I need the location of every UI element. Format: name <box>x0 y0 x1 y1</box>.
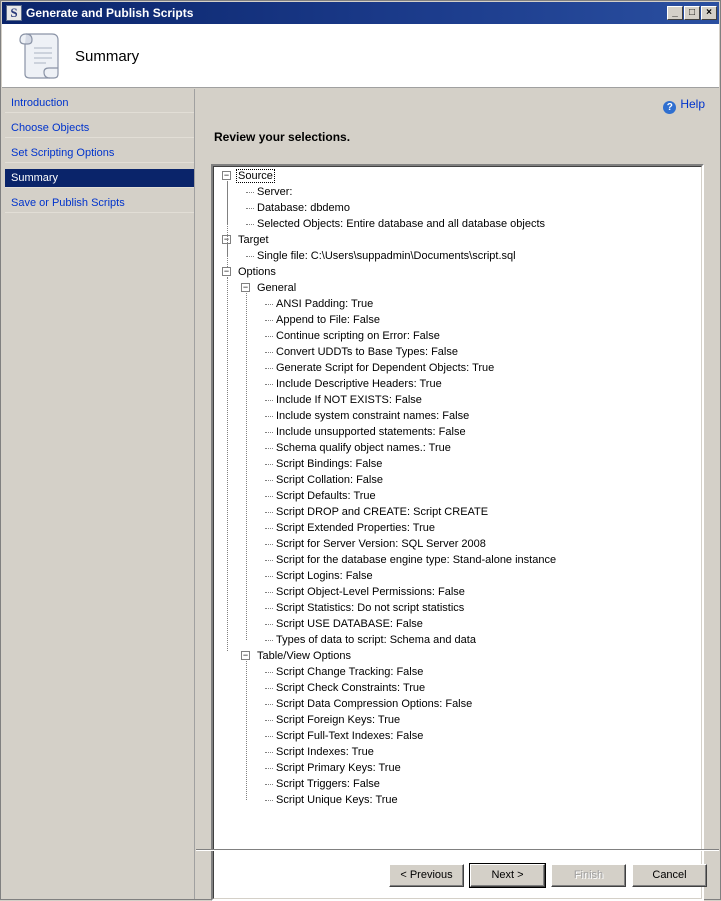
tree-connector <box>246 224 254 225</box>
tree-connector <box>265 448 273 449</box>
tree-node-label: Database: dbdemo <box>257 202 350 214</box>
tree-node-label: Schema qualify object names.: True <box>276 442 451 454</box>
tree-connector <box>265 784 273 785</box>
tree-node-label: Source <box>238 170 273 182</box>
tree-connector <box>265 736 273 737</box>
finish-button[interactable]: Finish <box>551 864 626 887</box>
tree-connector <box>265 720 273 721</box>
tree-node-target[interactable] <box>238 232 269 248</box>
tree-node-label: Types of data to script: Schema and data <box>276 634 476 646</box>
tree-node-label: Server: <box>257 186 293 198</box>
tree-node-label: Script Foreign Keys: True <box>276 714 401 726</box>
tree-connector <box>265 480 273 481</box>
tree-connector <box>265 384 273 385</box>
tree-leaf[interactable] <box>257 200 350 216</box>
tree-connector <box>265 592 273 593</box>
tree-node-label: Include unsupported statements: False <box>276 426 466 438</box>
tree-node-label: Selected Objects: Entire database and all database objects <box>257 218 546 230</box>
tree-leaf[interactable] <box>276 760 401 776</box>
tree-leaf[interactable] <box>276 600 464 616</box>
tree-node-label: Script Change Tracking: False <box>276 666 424 678</box>
tree-node-label: Script for the database engine type: Stand-alone instance <box>276 554 557 566</box>
tree-leaf[interactable] <box>257 216 545 232</box>
tree-connector <box>227 181 228 267</box>
tree-connector <box>265 704 273 705</box>
scroll-icon: S <box>6 5 22 21</box>
sidebar-item-introduction[interactable]: Introduction <box>5 94 194 113</box>
wizard-main <box>196 89 719 899</box>
tree-node-label: Options <box>238 266 276 278</box>
sidebar-item-set-scripting-options[interactable]: Set Scripting Options <box>5 144 194 163</box>
tree-leaf[interactable] <box>276 344 458 360</box>
tree-connector <box>265 304 273 305</box>
tree-node-label: Table/View Options <box>257 650 351 662</box>
tree-leaf[interactable] <box>276 616 423 632</box>
close-button[interactable]: × <box>701 6 717 20</box>
tree-node-label: Include Descriptive Headers: True <box>276 378 442 390</box>
tree-leaf[interactable] <box>276 776 380 792</box>
collapse-icon[interactable]: − <box>223 266 230 276</box>
tree-leaf[interactable] <box>276 712 400 728</box>
tree-node-tableview[interactable] <box>257 648 351 664</box>
help-icon: ? <box>663 101 676 114</box>
tree-leaf[interactable] <box>257 248 516 264</box>
page-title: Summary <box>75 48 140 65</box>
tree-node-label: Generate Script for Dependent Objects: True <box>276 362 495 374</box>
tree-node-label: Script Statistics: Do not script statistics <box>276 602 465 614</box>
help-label: Help <box>680 97 705 111</box>
tree-connector <box>265 560 273 561</box>
tree-leaf[interactable] <box>276 328 440 344</box>
tree-leaf[interactable] <box>276 728 423 744</box>
sidebar-item-save-or-publish[interactable]: Save or Publish Scripts <box>5 194 194 213</box>
tree-connector <box>265 432 273 433</box>
tree-leaf[interactable] <box>276 568 373 584</box>
tree-node-source[interactable] <box>238 168 275 184</box>
tree-node-label: Script Logins: False <box>276 570 373 582</box>
tree-node-label: Include system constraint names: False <box>276 410 470 422</box>
tree-connector <box>246 661 247 800</box>
tree-node-label: Script Bindings: False <box>276 458 383 470</box>
tree-connector <box>265 768 273 769</box>
tree-leaf[interactable] <box>276 488 376 504</box>
tree-leaf[interactable] <box>276 664 423 680</box>
tree-leaf[interactable] <box>276 520 435 536</box>
tree-connector <box>265 672 273 673</box>
tree-node-label: Script Full-Text Indexes: False <box>276 730 424 742</box>
review-label: Review your selections. <box>214 130 351 144</box>
tree-connector <box>246 256 254 257</box>
tree-connector <box>246 293 247 640</box>
tree-connector <box>265 688 273 689</box>
tree-leaf[interactable] <box>276 680 425 696</box>
tree-leaf[interactable] <box>276 792 398 808</box>
collapse-icon[interactable]: − <box>223 234 230 244</box>
tree-connector <box>265 640 273 641</box>
tree-leaf[interactable] <box>276 424 466 440</box>
cancel-button[interactable]: Cancel <box>632 864 707 887</box>
tree-connector <box>265 368 273 369</box>
tree-leaf[interactable] <box>276 456 382 472</box>
tree-connector <box>265 416 273 417</box>
tree-node-label: Convert UDDTs to Base Types: False <box>276 346 458 358</box>
tree-leaf[interactable] <box>276 392 422 408</box>
tree-node-label: Include If NOT EXISTS: False <box>276 394 422 406</box>
tree-leaf[interactable] <box>276 504 488 520</box>
tree-node-label: Target <box>238 234 269 246</box>
tree-node-general[interactable] <box>257 280 296 296</box>
help-link[interactable] <box>663 97 705 114</box>
tree-connector <box>265 464 273 465</box>
tree-node-label: Script for Server Version: SQL Server 2008 <box>276 538 486 550</box>
tree-node-label: Script Unique Keys: True <box>276 794 398 806</box>
tree-leaf[interactable] <box>276 584 465 600</box>
next-button[interactable]: Next > <box>470 864 545 887</box>
sidebar-item-summary[interactable]: Summary <box>5 169 194 188</box>
tree-leaf[interactable] <box>257 184 292 200</box>
tree-node-label: Script Defaults: True <box>276 490 376 502</box>
tree-connector <box>265 752 273 753</box>
maximize-button[interactable]: □ <box>684 6 700 20</box>
tree-connector <box>265 800 273 801</box>
tree-leaf[interactable] <box>276 360 494 376</box>
summary-tree[interactable] <box>211 164 704 901</box>
wizard-header <box>2 24 719 88</box>
tree-leaf[interactable] <box>276 472 383 488</box>
tree-node-label: General <box>257 282 297 294</box>
tree-connector <box>265 608 273 609</box>
tree-leaf[interactable] <box>276 552 556 568</box>
tree-node-label: Script Extended Properties: True <box>276 522 435 534</box>
tree-connector <box>246 192 254 193</box>
tree-node-label: Continue scripting on Error: False <box>276 330 440 342</box>
tree-connector <box>265 320 273 321</box>
tree-connector <box>265 576 273 577</box>
tree-node-label: ANSI Padding: True <box>276 298 374 310</box>
tree-node-label: Script Data Compression Options: False <box>276 698 473 710</box>
button-separator <box>196 849 719 851</box>
collapse-icon[interactable]: − <box>242 282 249 292</box>
tree-node-label: Script Collation: False <box>276 474 383 486</box>
tree-leaf[interactable] <box>276 632 476 648</box>
sidebar-item-choose-objects[interactable]: Choose Objects <box>5 119 194 138</box>
tree-node-label: Script DROP and CREATE: Script CREATE <box>276 506 489 518</box>
collapse-icon[interactable]: − <box>242 650 249 660</box>
tree-node-label: Script Object-Level Permissions: False <box>276 586 465 598</box>
tree-connector <box>246 208 254 209</box>
tree-leaf[interactable] <box>276 312 380 328</box>
tree-leaf[interactable] <box>276 696 472 712</box>
collapse-icon[interactable]: − <box>223 170 230 180</box>
tree-node-label: Append to File: False <box>276 314 380 326</box>
previous-button[interactable]: < Previous <box>389 864 464 887</box>
tree-leaf[interactable] <box>276 440 451 456</box>
window-title: Generate and Publish Scripts <box>26 6 194 20</box>
tree-node-options[interactable] <box>238 264 276 280</box>
wizard-sidebar <box>2 89 195 899</box>
tree-node-label: Script Check Constraints: True <box>276 682 426 694</box>
minimize-button[interactable]: _ <box>667 6 683 20</box>
tree-node-label: Script Primary Keys: True <box>276 762 401 774</box>
title-bar[interactable] <box>2 2 719 24</box>
tree-connector <box>265 336 273 337</box>
tree-connector <box>265 624 273 625</box>
tree-connector <box>265 544 273 545</box>
tree-leaf[interactable] <box>276 536 486 552</box>
tree-node-label: Single file: C:\Users\suppadmin\Documents\script.sql <box>257 250 516 262</box>
tree-node-label: Script USE DATABASE: False <box>276 618 423 630</box>
tree-connector <box>265 400 273 401</box>
tree-connector <box>265 528 273 529</box>
tree-connector <box>265 512 273 513</box>
tree-connector <box>265 496 273 497</box>
summary-tree-content <box>213 166 702 899</box>
tree-leaf[interactable] <box>276 408 469 424</box>
tree-leaf[interactable] <box>276 376 442 392</box>
tree-node-label: Script Triggers: False <box>276 778 380 790</box>
tree-connector <box>227 277 228 651</box>
scroll-icon <box>16 30 60 82</box>
tree-leaf[interactable] <box>276 296 373 312</box>
tree-connector <box>265 352 273 353</box>
tree-node-label: Script Indexes: True <box>276 746 374 758</box>
tree-leaf[interactable] <box>276 744 374 760</box>
